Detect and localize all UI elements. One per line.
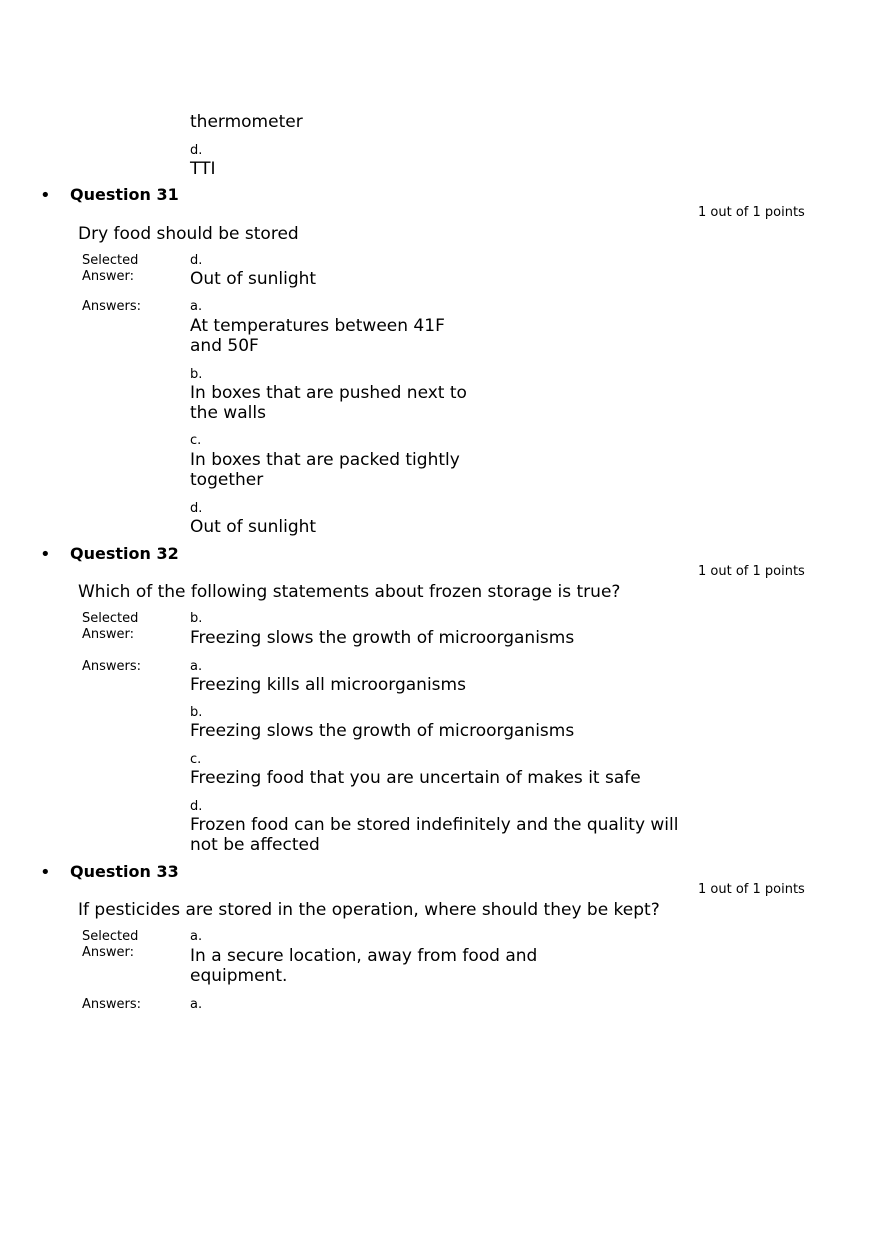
option-letter: b. xyxy=(190,705,203,720)
selected-answer-text: In a secure location, away from food and xyxy=(190,946,538,966)
prev-option-letter: d. xyxy=(190,143,203,158)
question-title: Question 31 xyxy=(70,185,179,204)
selected-answer-label: Selected Answer: xyxy=(82,929,139,960)
option-text: In boxes that are packed tightly xyxy=(190,450,460,470)
option-text: Freezing food that you are uncertain of makes it safe xyxy=(190,768,641,788)
prev-option-text: TTI xyxy=(190,159,216,179)
selected-answer-text: Freezing slows the growth of microorganisms xyxy=(190,628,575,648)
option-letter: a. xyxy=(190,659,203,674)
question-prompt: Dry food should be stored xyxy=(78,224,299,244)
selected-answer-text: equipment. xyxy=(190,966,288,986)
option-text: together xyxy=(190,470,264,490)
option-letter: b. xyxy=(190,367,203,382)
option-text: Frozen food can be stored indefinitely and the quality will xyxy=(190,815,679,835)
answers-label: Answers: xyxy=(82,659,142,674)
option-letter: d. xyxy=(190,501,203,516)
option-text: not be affected xyxy=(190,835,320,855)
option-letter: c. xyxy=(190,752,202,767)
option-text: and 50F xyxy=(190,336,259,356)
option-letter: a. xyxy=(190,997,203,1012)
bullet-icon: • xyxy=(40,862,51,883)
bullet-icon: • xyxy=(40,185,51,206)
selected-answer-letter: a. xyxy=(190,929,203,944)
answers-label: Answers: xyxy=(82,299,142,314)
option-letter: a. xyxy=(190,299,203,314)
option-text: In boxes that are pushed next to xyxy=(190,383,467,403)
selected-answer-letter: d. xyxy=(190,253,203,268)
selected-answer-letter: b. xyxy=(190,611,203,626)
points-badge: 1 out of 1 points xyxy=(698,882,805,897)
selected-answer-label: Selected Answer: xyxy=(82,253,139,284)
option-letter: d. xyxy=(190,799,203,814)
prev-answer-tail: thermometer xyxy=(190,112,303,132)
option-letter: c. xyxy=(190,433,202,448)
option-text: Freezing kills all microorganisms xyxy=(190,675,466,695)
option-text: At temperatures between 41F xyxy=(190,316,445,336)
question-title: Question 33 xyxy=(70,862,179,881)
selected-answer-text: Out of sunlight xyxy=(190,269,317,289)
question-prompt: Which of the following statements about frozen storage is true? xyxy=(78,582,621,602)
option-text: the walls xyxy=(190,403,266,423)
option-text: Freezing slows the growth of microorganisms xyxy=(190,721,575,741)
question-prompt: If pesticides are stored in the operation, where should they be kept? xyxy=(78,900,660,920)
points-badge: 1 out of 1 points xyxy=(698,564,805,579)
bullet-icon: • xyxy=(40,544,51,565)
answers-label: Answers: xyxy=(82,997,142,1012)
selected-answer-label: Selected Answer: xyxy=(82,611,139,642)
points-badge: 1 out of 1 points xyxy=(698,205,805,220)
option-text: Out of sunlight xyxy=(190,517,317,537)
question-title: Question 32 xyxy=(70,544,179,563)
